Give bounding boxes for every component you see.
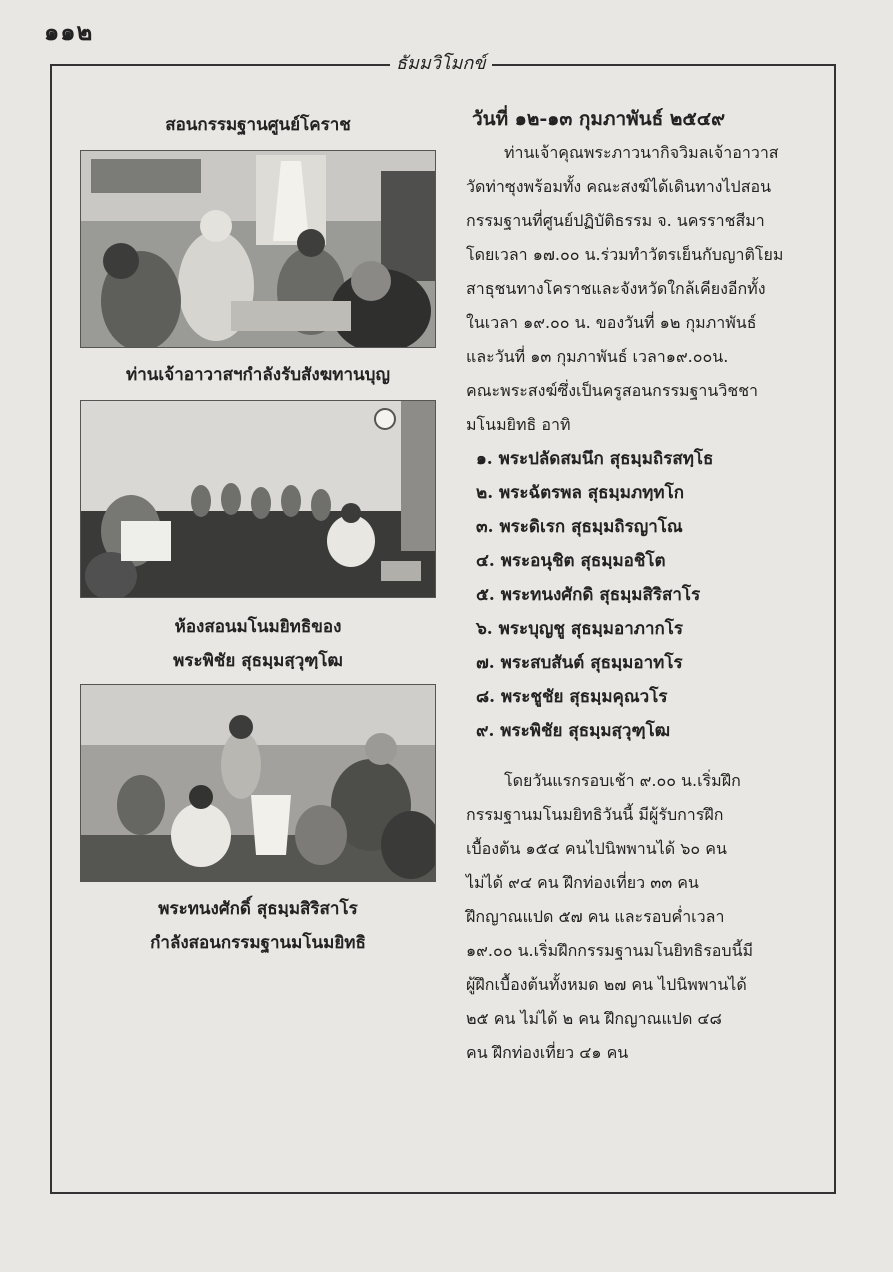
monk-list-item: ๕. พระทนงศักดิ สุธมฺมสิริสาโร — [476, 585, 701, 605]
photo-meditation-room — [80, 400, 436, 598]
intro-line: ในเวลา ๑๙.๐๐ น. ของวันที่ ๑๒ กุมภาพันธ์ — [466, 313, 757, 332]
page-number: ๑๑๒ — [44, 18, 94, 46]
photo4-caption-line1: พระทนงศักดิ์ สุธมฺมสิริสาโร — [158, 899, 358, 919]
closing-line: ไม่ได้ ๙๔ คน ฝึกท่องเที่ยว ๓๓ คน — [466, 873, 699, 892]
photo1-caption: สอนกรรมฐานศูนย์โคราช — [165, 115, 351, 135]
intro-line: วัดท่าซุงพร้อมทั้ง คณะสงฆ์ได้เดินทางไปสอน — [466, 177, 772, 196]
monk-list-item: ๓. พระดิเรก สุธมฺมถิรญาโณ — [476, 517, 683, 537]
photo-blessing-ceremony — [80, 150, 436, 348]
monk-list-item: ๘. พระชูชัย สุธมฺมคุณวโร — [476, 687, 668, 707]
monk-list-item: ๙. พระพิชัย สุธมฺมสฺวุฑฺโฒ — [476, 721, 671, 741]
monk-list-item: ๗. พระสบสันต์ สุธมฺมอาทโร — [476, 653, 683, 673]
monk-list-item: ๑. พระปลัดสมนึก สุธมฺมถิรสทฺโธ — [476, 449, 714, 469]
event-date-heading: วันที่ ๑๒-๑๓ กุมภาพันธ์ ๒๕๔๙ — [472, 108, 726, 130]
monk-list-item: ๖. พระบุญชู สุธมฺมอาภากโร — [476, 619, 684, 639]
intro-line: โดยเวลา ๑๗.๐๐ น.ร่วมทำวัตรเย็นกับญาติโยม — [466, 245, 784, 264]
left-column — [80, 108, 436, 960]
closing-line: โดยวันแรกรอบเช้า ๙.๐๐ น.เริ่มฝึก — [504, 771, 741, 790]
monk-list-item: ๒. พระฉัตรพล สุธมฺมภทฺทโก — [476, 483, 685, 503]
intro-line: และวันที่ ๑๓ กุมภาพันธ์ เวลา๑๙.๐๐น. — [466, 347, 729, 366]
intro-line: มโนมยิทธิ อาทิ — [466, 415, 571, 434]
intro-paragraph — [466, 136, 816, 442]
closing-line: ๑๙.๐๐ น.เริ่มฝึกกรรมฐานมโนยิทธิรอบนี้มี — [466, 941, 754, 960]
closing-line: กรรมฐานมโนมยิทธิวันนี้ มีผู้รับการฝึก — [466, 805, 724, 824]
closing-line: คน ฝึกท่องเที่ยว ๔๑ คน — [466, 1043, 629, 1062]
closing-line: ฝึกญาณแปด ๕๗ คน และรอบค่ำเวลา — [466, 907, 725, 926]
intro-line: สาธุชนทางโคราชและจังหวัดใกล้เคียงอีกทั้ง — [466, 279, 766, 298]
running-header: ธัมมวิโมกข์ — [390, 48, 492, 77]
closing-line: ๒๕ คน ไม่ได้ ๒ คน ฝึกญาณแปด ๔๘ — [466, 1009, 722, 1028]
photo4-caption-line2: กำลังสอนกรรมฐานมโนมยิทธิ — [150, 933, 366, 953]
intro-line: ท่านเจ้าคุณพระภาวนากิจวิมลเจ้าอาวาส — [504, 143, 779, 162]
monk-list — [466, 442, 816, 748]
right-column — [466, 102, 816, 1070]
monk-list-item: ๔. พระอนุชิต สุธมฺมอชิโต — [476, 551, 666, 571]
intro-line: คณะพระสงฆ์ซึ่งเป็นครูสอนกรรมฐานวิชชา — [466, 381, 759, 400]
intro-line: กรรมฐานที่ศูนย์ปฏิบัติธรรม จ. นครราชสีมา — [466, 211, 765, 230]
closing-line: เบื้องต้น ๑๕๔ คนไปนิพพานได้ ๖๐ คน — [466, 839, 727, 858]
photo3-caption-line2: พระพิชัย สุธมฺมสฺวุฑฺโฒ — [173, 651, 343, 671]
photo2-caption: ท่านเจ้าอาวาสฯกำลังรับสังฆทานบุญ — [126, 365, 390, 385]
closing-paragraph — [466, 764, 816, 1070]
closing-line: ผู้ฝึกเบื้องต้นทั้งหมด ๒๗ คน ไปนิพพานได้ — [466, 975, 747, 994]
photo3-caption-line1: ห้องสอนมโนมยิทธิของ — [174, 617, 342, 637]
photo-teaching-session — [80, 684, 436, 882]
